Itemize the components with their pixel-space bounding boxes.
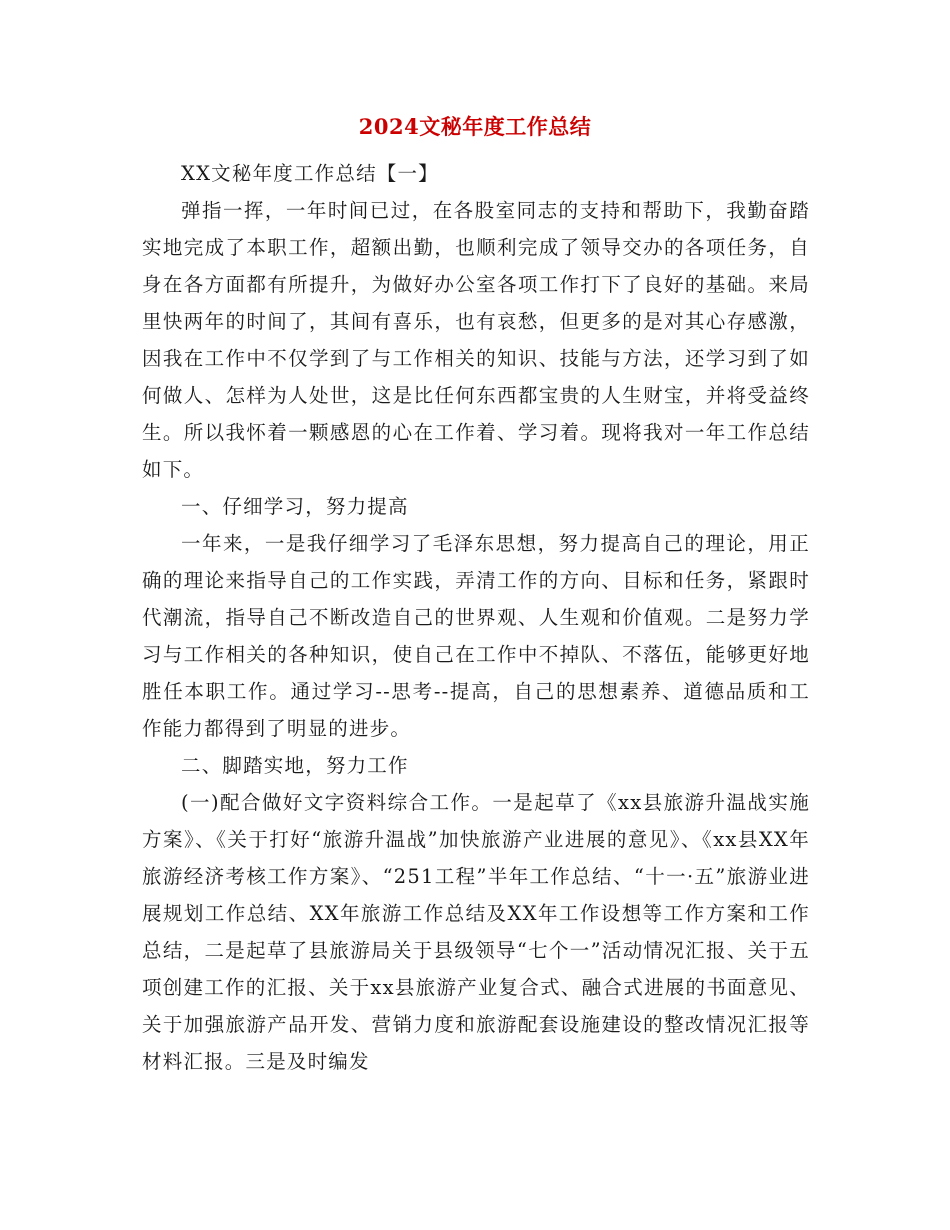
- section-heading: 二、脚踏实地，努力工作: [181, 754, 409, 777]
- section-heading: XX文秘年度工作总结【一】: [181, 162, 439, 185]
- section-heading: 一、仔细学习，努力提高: [181, 495, 409, 518]
- body-paragraph: 弹指一挥，一年时间已过，在各股室同志的支持和帮助下，我勤奋踏实地完成了本职工作，超额出勤，也顺利完成了领导交办的各项任务，自身在各方面都有所提升，为做好办公室各项工作打下了良好的基础。来局里快两年的时间了，其间有喜乐，也有哀愁，但更多的是对其心存感激，因我在工作中不仅学到了与工作相关的知识、技能与方法，还学习到了如何做人、怎样为人处世，这是比任何东西都宝贵的人生财宝，并将受益终生。所以我怀着一颗感恩的心在工作着、学习着。现将我对一年工作总结如下。: [142, 199, 810, 481]
- document-title: 2024文秘年度工作总结: [358, 114, 592, 139]
- document-body: [142, 155, 810, 1080]
- body-paragraph: (一)配合做好文字资料综合工作。一是起草了《xx县旅游升温战实施方案》、《关于打好“旅游升温战”加快旅游产业进展的意见》、《xx县XX年旅游经济考核工作方案》、“251工程”半年工作总结、“十一·五”旅游业进展规划工作总结、XX年旅游工作总结及XX年工作设想等工作方案和工作总结，二是起草了县旅游局关于县级领导“七个一”活动情况汇报、关于五项创建工作的汇报、关于xx县旅游产业复合式、融合式进展的书面意见、关于加强旅游产品开发、营销力度和旅游配套设施建设的整改情况汇报等材料汇报。三是及时编发: [142, 791, 810, 1073]
- body-paragraph: 一年来，一是我仔细学习了毛泽东思想，努力提高自己的理论，用正确的理论来指导自己的工作实践，弄清工作的方向、目标和任务，紧跟时代潮流，指导自己不断改造自己的世界观、人生观和价值观。二是努力学习与工作相关的各种知识，使自己在工作中不掉队、不落伍，能够更好地胜任本职工作。通过学习--思考--提高，自己的思想素养、道德品质和工作能力都得到了明显的进步。: [142, 532, 810, 740]
